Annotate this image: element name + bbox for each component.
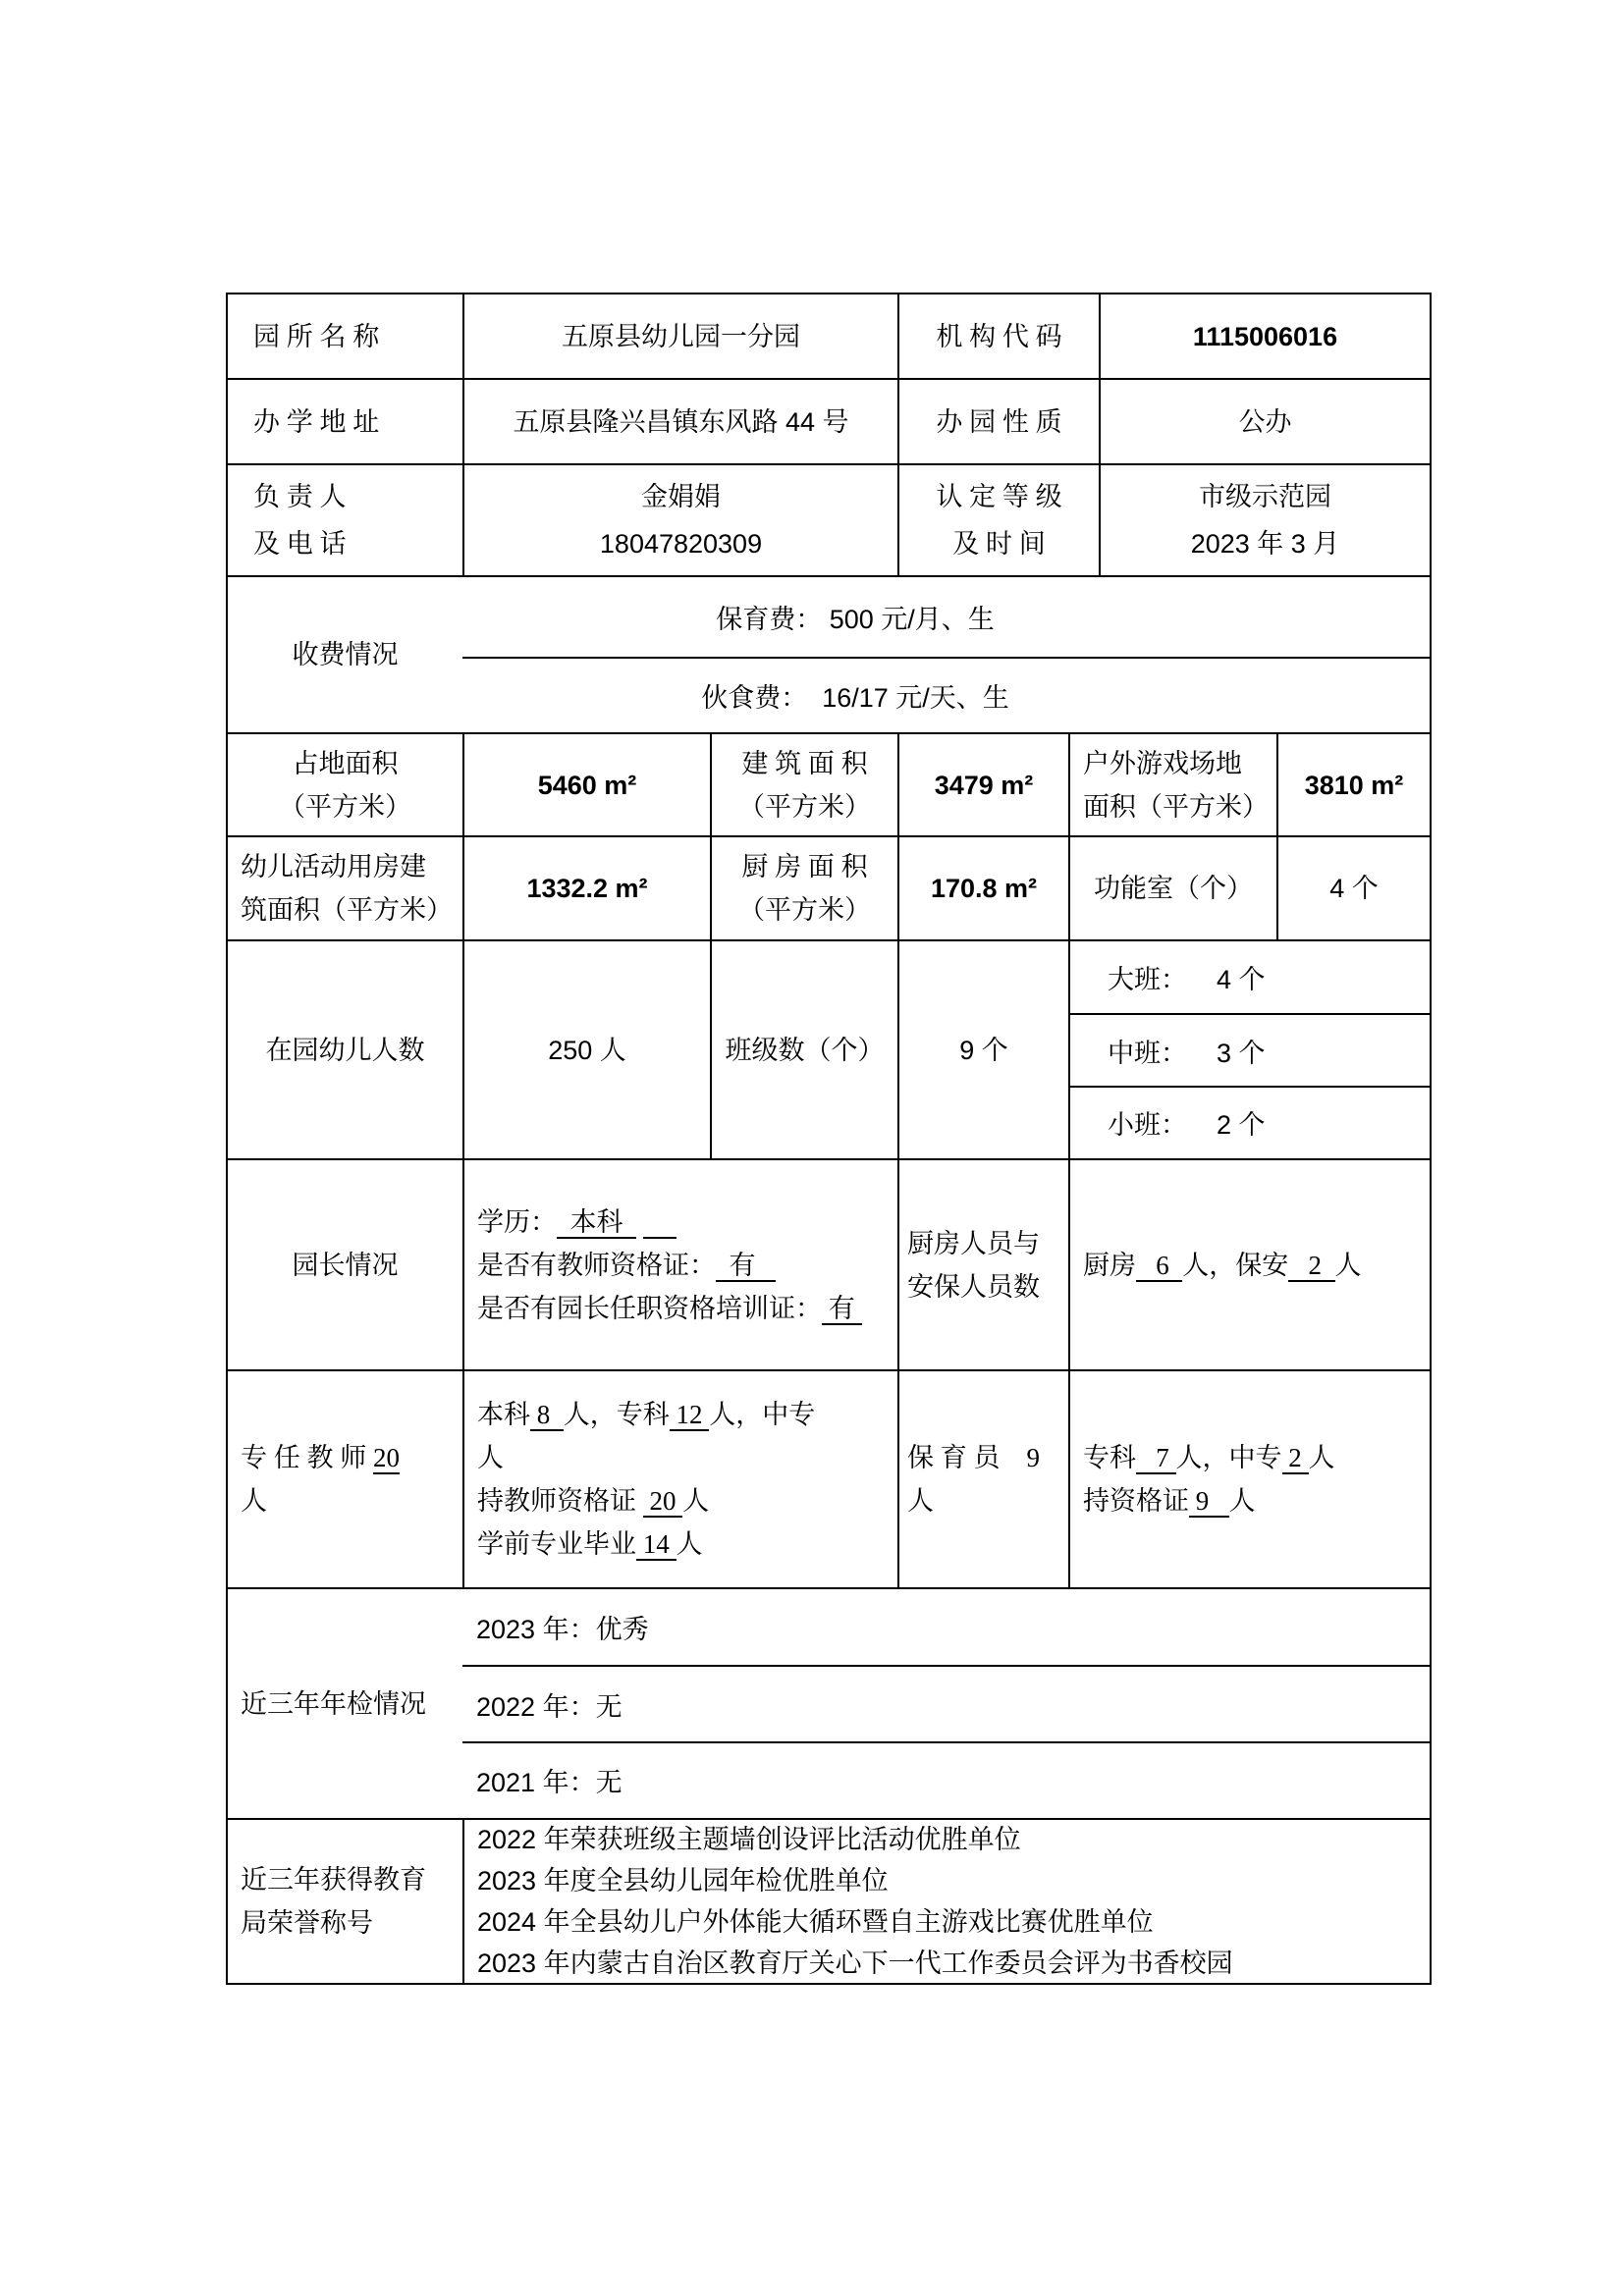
- teachers-label: 专 任 教 师 20 人: [241, 1443, 400, 1516]
- row-enrollment: [228, 939, 1430, 1158]
- ownership-label: 办 园 性 质: [897, 380, 1099, 463]
- class-breakdown-middle: 中班： 3 个: [1070, 1013, 1430, 1085]
- building-area-label: 建 筑 面 积 （平方米）: [710, 734, 897, 835]
- kitchen-area-label: 厨 房 面 积 （平方米）: [710, 837, 897, 939]
- function-rooms-value: 4 个: [1276, 837, 1430, 939]
- class-count-value: 9 个: [897, 941, 1068, 1158]
- building-area-value: 3479 m²: [897, 734, 1068, 835]
- org-code-value: 1115006016: [1099, 294, 1430, 378]
- row-principal-grade: [228, 463, 1430, 575]
- caregivers-label: 保 育 员 9 人: [897, 1371, 1068, 1587]
- activity-area-label: 幼儿活动用房建 筑面积（平方米）: [241, 852, 453, 925]
- grade-level-value: 市级示范园 2023 年 3 月: [1099, 465, 1430, 575]
- row-areas-2: [228, 835, 1430, 939]
- teachers-details: 本科 8 人，专科 12 人，中专 人 持教师资格证 20 人 学前专业毕业 14 人: [462, 1371, 897, 1587]
- inspection-label: 近三年年检情况: [241, 1688, 426, 1719]
- honors-list: 2022 年荣获班级主题墙创设评比活动优胜单位 2023 年度全县幼儿园年检优胜单位 2024 年全县幼儿户外体能大循环暨自主游戏比赛优胜单位 2023 年内蒙古自治区教育厅关心下一代工作委员会评为书香校园: [462, 1820, 1430, 1983]
- enrollment-label: 在园幼儿人数: [265, 1035, 425, 1065]
- activity-area-value: 1332.2 m²: [462, 837, 710, 939]
- outdoor-area-label: 户外游戏场地 面积（平方米）: [1068, 734, 1276, 835]
- class-count-label: 班级数（个）: [710, 941, 897, 1158]
- inspection-row-2023: 2023 年：优秀: [476, 1615, 649, 1645]
- class-breakdown-stack: [1068, 941, 1430, 1158]
- outdoor-area-value: 3810 m²: [1276, 734, 1430, 835]
- inspection-row-2021: 2021 年：无: [462, 1741, 1430, 1818]
- kindergarten-name-label: 园 所 名 称: [253, 321, 380, 351]
- principal-info-details: 学历： 本科 是否有教师资格证： 有 是否有园长任职资格培训证： 有: [462, 1160, 897, 1369]
- caregivers-value: 专科 7 人，中专 2 人 持资格证 9 人: [1068, 1371, 1430, 1587]
- row-name-code: [228, 294, 1430, 378]
- inspection-stack: [462, 1589, 1430, 1818]
- kitchen-area-value: 170.8 m²: [897, 837, 1068, 939]
- kindergarten-info-table: [226, 293, 1432, 1985]
- inspection-row-2022: 2022 年：无: [462, 1665, 1430, 1740]
- principal-contact-value: 金娟娟 18047820309: [462, 465, 897, 575]
- kitchen-security-value: 厨房 6 人，保安 2 人: [1068, 1160, 1430, 1369]
- grade-level-label: 认 定 等 级 及 时 间: [897, 465, 1099, 575]
- land-area-value: 5460 m²: [462, 734, 710, 835]
- fee-care-row: 保育费： 500 元/月、生: [716, 604, 995, 634]
- row-teachers: [228, 1369, 1430, 1587]
- address-label: 办 学 地 址: [253, 406, 380, 437]
- row-inspection: [228, 1587, 1430, 1818]
- row-principal-info: [228, 1158, 1430, 1369]
- principal-contact-label: 负 责 人 及 电 话: [253, 482, 347, 559]
- row-honors: [228, 1818, 1430, 1983]
- land-area-label: 占地面积 （平方米）: [279, 748, 411, 822]
- row-address-ownership: [228, 378, 1430, 463]
- class-breakdown-senior: 大班： 4 个: [1108, 965, 1266, 995]
- function-rooms-label: 功能室（个）: [1068, 837, 1276, 939]
- enrollment-value: 250 人: [462, 941, 710, 1158]
- ownership-value: 公办: [1099, 380, 1430, 463]
- org-code-label: 机 构 代 码: [897, 294, 1099, 378]
- kindergarten-name-value: 五原县幼儿园一分园: [462, 294, 897, 378]
- class-breakdown-junior: 小班： 2 个: [1070, 1086, 1430, 1158]
- kitchen-security-label: 厨房人员与 安保人员数: [897, 1160, 1068, 1369]
- fees-label: 收费情况: [292, 640, 399, 669]
- honors-label: 近三年获得教育 局荣誉称号: [241, 1865, 426, 1938]
- fees-stack: [462, 577, 1430, 732]
- principal-info-label: 园长情况: [292, 1250, 399, 1280]
- fee-meal-row: 伙食费： 16/17 元/天、生: [462, 657, 1430, 732]
- row-areas-1: [228, 732, 1430, 835]
- address-value: 五原县隆兴昌镇东风路 44 号: [462, 380, 897, 463]
- row-fees: [228, 575, 1430, 732]
